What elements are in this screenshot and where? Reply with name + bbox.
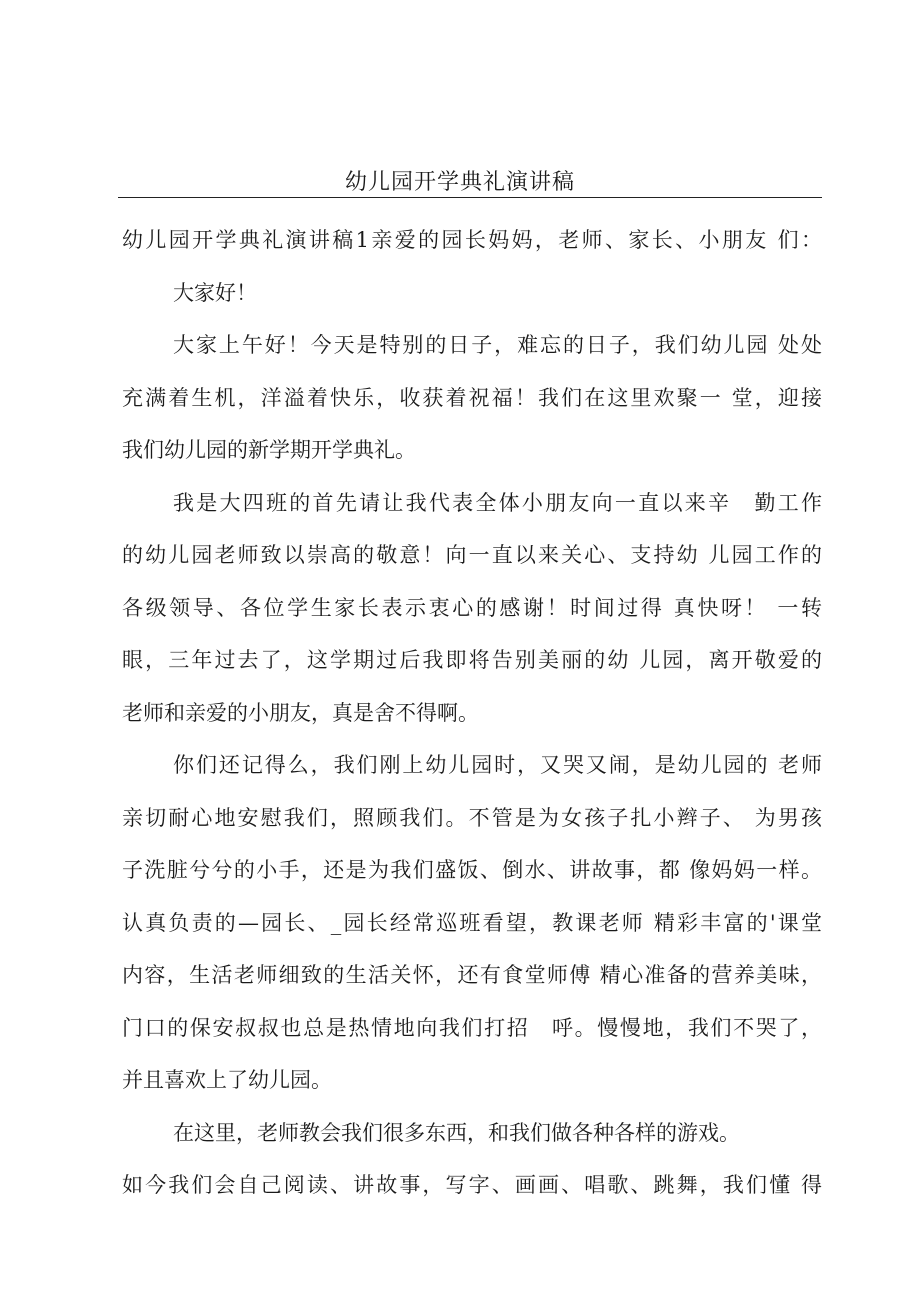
body-text-line: 认真负责的—园长、_园长经常巡班看望，教课老师 精彩丰富的'课堂 (122, 910, 822, 935)
body-text-line: 如今我们会自己阅读、讲故事，写字、画画、唱歌、跳舞，我们懂 得 (122, 1173, 822, 1197)
body-text-line: 的幼儿园老师致以崇高的敬意！向一直以来关心、支持幼 儿园工作的 (122, 543, 822, 567)
document-body (122, 214, 822, 1212)
body-text-line: 大家上午好！今天是特别的日子，难忘的日子，我们幼儿园 处处 (173, 333, 822, 357)
body-text-line: 亲切耐心地安慰我们，照顾我们。不管是为女孩子扎小辫子、 为男孩 (122, 805, 822, 830)
body-text-line: 你们还记得么，我们刚上幼儿园时，又哭又闹，是幼儿园的 老师 (173, 753, 822, 777)
title-underline (118, 197, 822, 198)
body-text-line: 门口的保安叔叔也总是热情地向我们打招 呼。慢慢地，我们不哭了， (122, 1015, 822, 1040)
body-text-line: 老师和亲爱的小朋友，真是舍不得啊。 (122, 700, 479, 725)
body-text-line: 在这里，老师教会我们很多东西，和我们做各种各样的游戏。 (173, 1120, 740, 1145)
body-text-line: 我是大四班的首先请让我代表全体小朋友向一直以来辛 勤工作 (173, 490, 822, 515)
body-text-line: 我们幼儿园的新学期开学典礼。 (122, 438, 416, 462)
body-text-line: 并且喜欢上了幼儿园。 (122, 1068, 332, 1092)
body-text-line: 子洗脏兮兮的小手，还是为我们盛饭、倒水、讲故事，都 像妈妈一样。 (122, 858, 822, 882)
body-text-line: 大家好！ (173, 280, 257, 305)
body-text-line: 幼儿园开学典礼演讲稿1亲爱的园长妈妈，老师、家长、小朋友 们： (122, 228, 822, 252)
body-text-line: 内容，生活老师细致的生活关怀，还有食堂师傅 精心准备的营养美味， (122, 963, 822, 987)
document-title: 幼儿园开学典礼演讲稿 (344, 170, 575, 195)
body-text-line: 眼，三年过去了，这学期过后我即将告别美丽的幼 儿园，离开敬爱的 (122, 648, 822, 672)
body-text-line: 各级领导、各位学生家长表示衷心的感谢！时间过得 真快呀！ 一转 (122, 595, 822, 620)
body-text-line: 充满着生机，洋溢着快乐，收获着祝福！我们在这里欢聚一 堂，迎接 (122, 385, 822, 410)
